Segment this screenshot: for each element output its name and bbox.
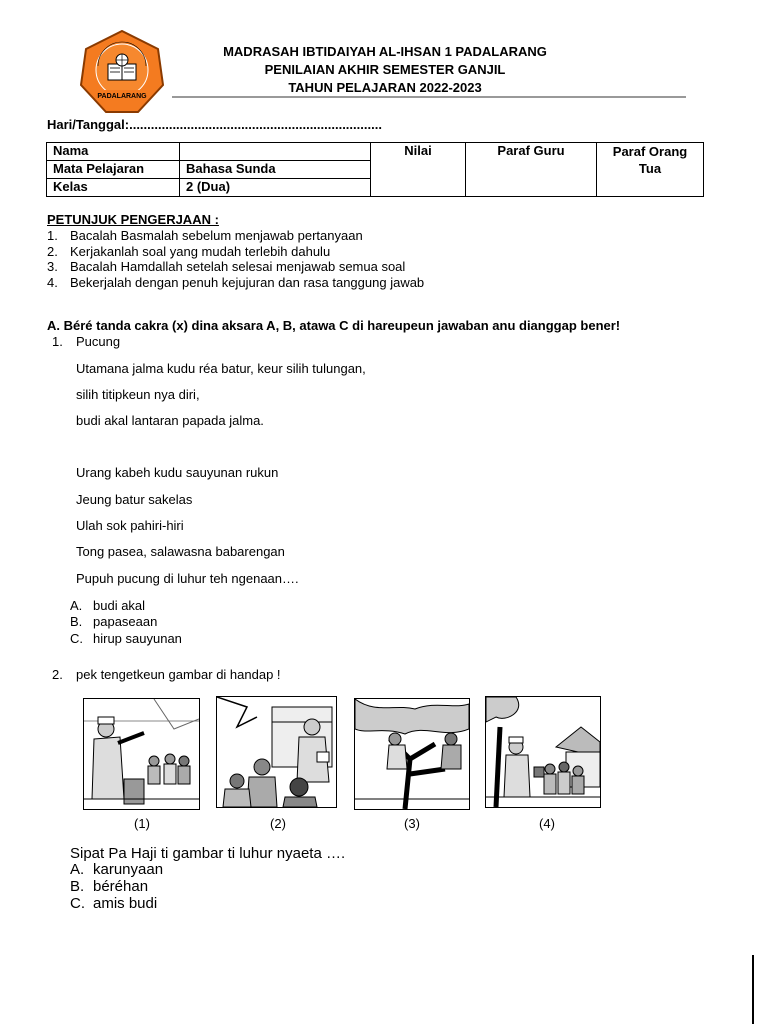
list-item: 4. Bekerjalah dengan penuh kejujuran dan rasa tanggung jawab: [47, 274, 425, 290]
list-item: 3. Bacalah Hamdallah setelah selesai menjawab semua soal: [47, 259, 406, 274]
q1-option-c[interactable]: C. hirup sauyunan: [70, 631, 182, 646]
poem-line: Utamana jalma kudu réa batur, keur silih tulungan,: [76, 361, 366, 376]
nilai-header: Nilai: [371, 143, 466, 197]
school-name: MADRASAH IBTIDAIYAH AL-IHSAN 1 PADALARANG: [223, 44, 547, 59]
paraf-ortu-header: Paraf Orang Tua: [597, 143, 704, 197]
q2-option-a[interactable]: A. karunyaan: [70, 861, 164, 878]
q1-option-b[interactable]: B. papaseaan: [70, 614, 158, 629]
svg-text:PADALARANG: PADALARANG: [97, 93, 147, 100]
list-item: 1. Bacalah Basmalah sebelum menjawab pertanyaan: [47, 228, 363, 243]
list-item: 2. Kerjakanlah soal yang mudah terlebih dahulu: [47, 243, 331, 259]
poem-line: Jeung batur sakelas: [76, 492, 193, 507]
q2-option-c[interactable]: C. amis budi: [70, 895, 158, 912]
q2-option-b[interactable]: B. béréhan: [70, 878, 149, 895]
header-rule: [172, 96, 686, 98]
poem-line: Urang kabeh kudu sauyunan rukun: [76, 465, 279, 480]
q1-number: 1.: [52, 334, 63, 349]
q1-title: Pucung: [76, 334, 121, 349]
picture-caption: (2): [270, 816, 286, 831]
mapel-label: Mata Pelajaran: [47, 161, 180, 179]
school-logo: [80, 30, 164, 114]
exam-title: PENILAIAN AKHIR SEMESTER GANJIL: [264, 62, 506, 77]
q1-option-a[interactable]: A. budi akal: [70, 598, 146, 613]
petunjuk-list: [47, 228, 424, 290]
q2-question: Sipat Pa Haji ti gambar ti luhur nyaeta ….: [70, 845, 346, 862]
picture-1: [83, 698, 200, 810]
kelas-label: Kelas: [47, 179, 180, 197]
nama-field[interactable]: [180, 143, 371, 161]
student-info-table: [46, 142, 704, 197]
q2-number: 2.: [52, 667, 63, 682]
picture-caption: (1): [134, 816, 150, 831]
nama-label: Nama: [47, 143, 180, 161]
picture-caption: (3): [404, 816, 420, 831]
poem-line: Tong pasea, salawasna babarengan: [76, 544, 285, 559]
picture-4: [485, 696, 601, 808]
school-year: TAHUN PELAJARAN 2022-2023: [288, 80, 482, 95]
mapel-value: Bahasa Sunda: [180, 161, 371, 179]
poem-line: Pupuh pucung di luhur teh ngenaan….: [76, 571, 299, 586]
q2-prompt: pek tengetkeun gambar di handap !: [76, 667, 281, 682]
poem-line: budi akal lantaran papada jalma.: [76, 413, 264, 428]
picture-2: [216, 696, 337, 808]
kelas-value: 2 (Dua): [180, 179, 371, 197]
page-edge-marker: [752, 955, 754, 1024]
poem-line: Ulah sok pahiri-hiri: [76, 518, 184, 533]
poem-line: silih titipkeun nya diri,: [76, 387, 200, 402]
paraf-guru-header: Paraf Guru: [466, 143, 597, 197]
picture-caption: (4): [539, 816, 555, 831]
petunjuk-title: PETUNJUK PENGERJAAN :: [47, 212, 219, 227]
section-a-instruction: A. Béré tanda cakra (x) dina aksara A, B, atawa C di hareupeun jawaban anu dianggap bener!: [47, 318, 621, 333]
picture-3: [354, 698, 470, 810]
hari-tanggal-field[interactable]: Hari/Tanggal:......................................................................: [47, 117, 382, 132]
